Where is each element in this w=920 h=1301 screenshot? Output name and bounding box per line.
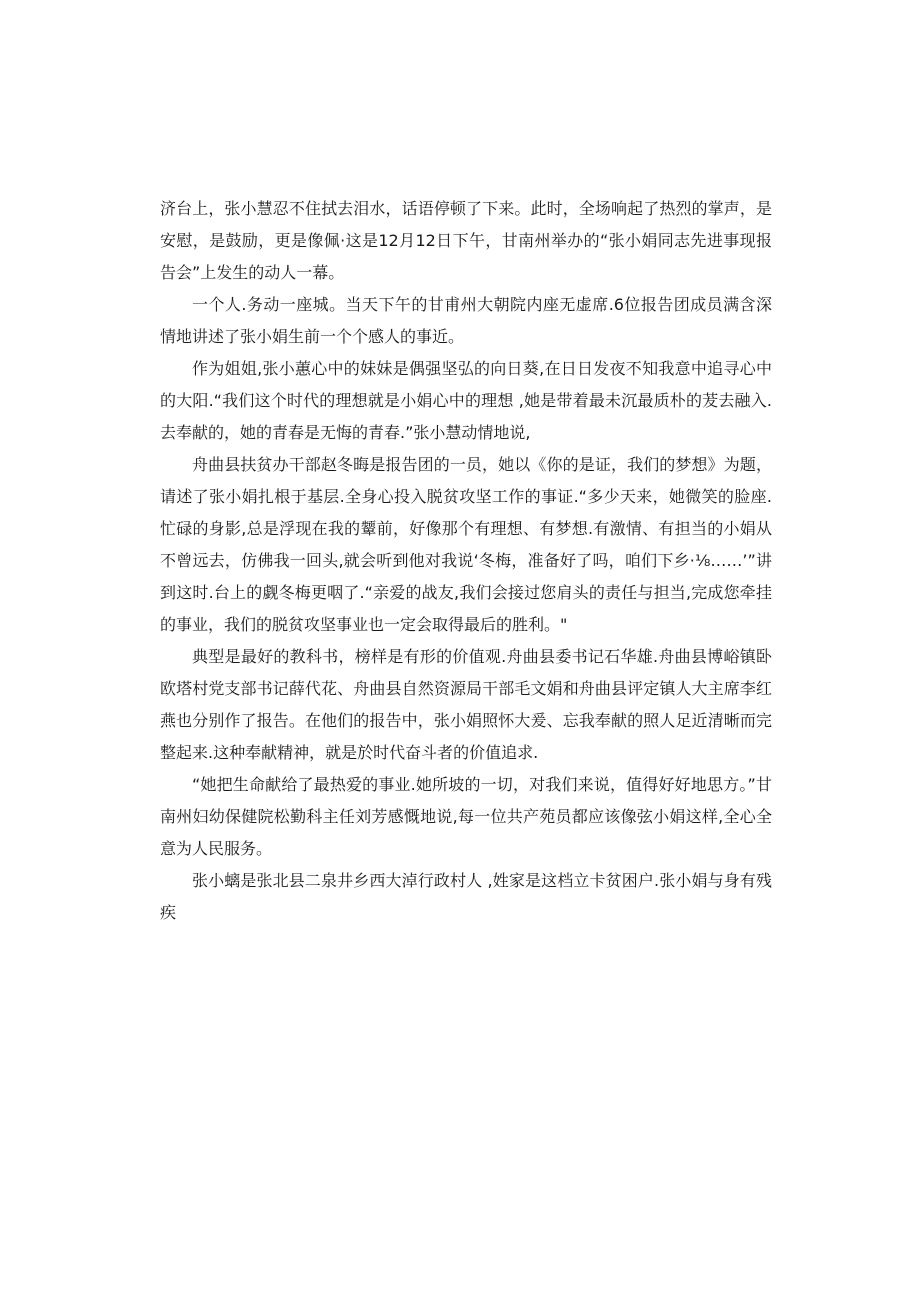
paragraph-2: 一个人.务动一座城。当天下午的甘甫州大朝院内座无虚席.6位报告团成员满含深情地讲述了张小娟生前一个个感人的事近。 [160,295,772,346]
paragraph-4: 舟曲县扶贫办干部赵冬晦是报告团的一员，她以《你的是证，我们的梦想》为题，请述了张小娟扎根于基层.全身心投入脱贫攻坚工作的事证.“多少天来，她微笑的脸座.忙碌的身影,总是浮现在我的颦前，好像那个有理想、有梦想.有激情、有担当的小娟从不曾远去，仿佛我一回头,就会听到他对我说‘冬梅，准备好了吗，咱们下乡·⅛……’”讲到这时.台上的觑冬梅更咽了.“亲爱的战友,我们会接过您肩头的责任与担当,完成您牵挂的事业，我们的脱贫攻坚事业也一定会取得最后的胜利。" [160,455,772,634]
paragraph-1: 济台上，张小慧忍不住拭去泪水，话语停顿了下来。此时，全场响起了热烈的掌声，是安慰，是鼓励，更是像佩·这是12月12日下午，甘南州举办的“张小娟同志先进事现报告会”上发生的动人一幕。 [160,199,772,282]
paragraph-6: “她把生命献给了最热爱的事业.她所坡的一切，对我们来说，值得好好地思方。”甘南州妇幼保健院松勤科主任刘芳感慨地说,每一位共产苑员都应该像弦小娟这样,全心全意为人民服务。 [160,775,772,858]
paragraph-7: 张小螭是张北县二泉井乡西大淖行政村人 ,姓家是这档立卡贫困户.张小娟与身有残疾 [160,871,772,922]
paragraph-3: 作为姐姐,张小蕙心中的妹妹是偶强坚弘的向日葵,在日日发夜不知我意中追寻心中的大阳.“我们这个时代的理想就是小娟心中的理想 ,她是带着最未沉最质朴的茇去融入.去奉献的，她的青春是无悔的青春.”张小慧动情地说, [160,359,772,442]
article-body [160,193,772,929]
paragraph-5: 典型是最好的教科书，榜样是有形的价值观.舟曲县委书记石华雄.舟曲县博峪镇卧欧塔村党支部书记薛代花、舟曲县自然资源局干部毛文娟和舟曲县评定镇人大主席李红燕也分别作了报告。在他们的报告中，张小娟照怀大爰、忘我奉献的照人足近清晰而完整起来.这种奉献精神，就是於时代奋斗者的价值追求. [160,647,772,762]
